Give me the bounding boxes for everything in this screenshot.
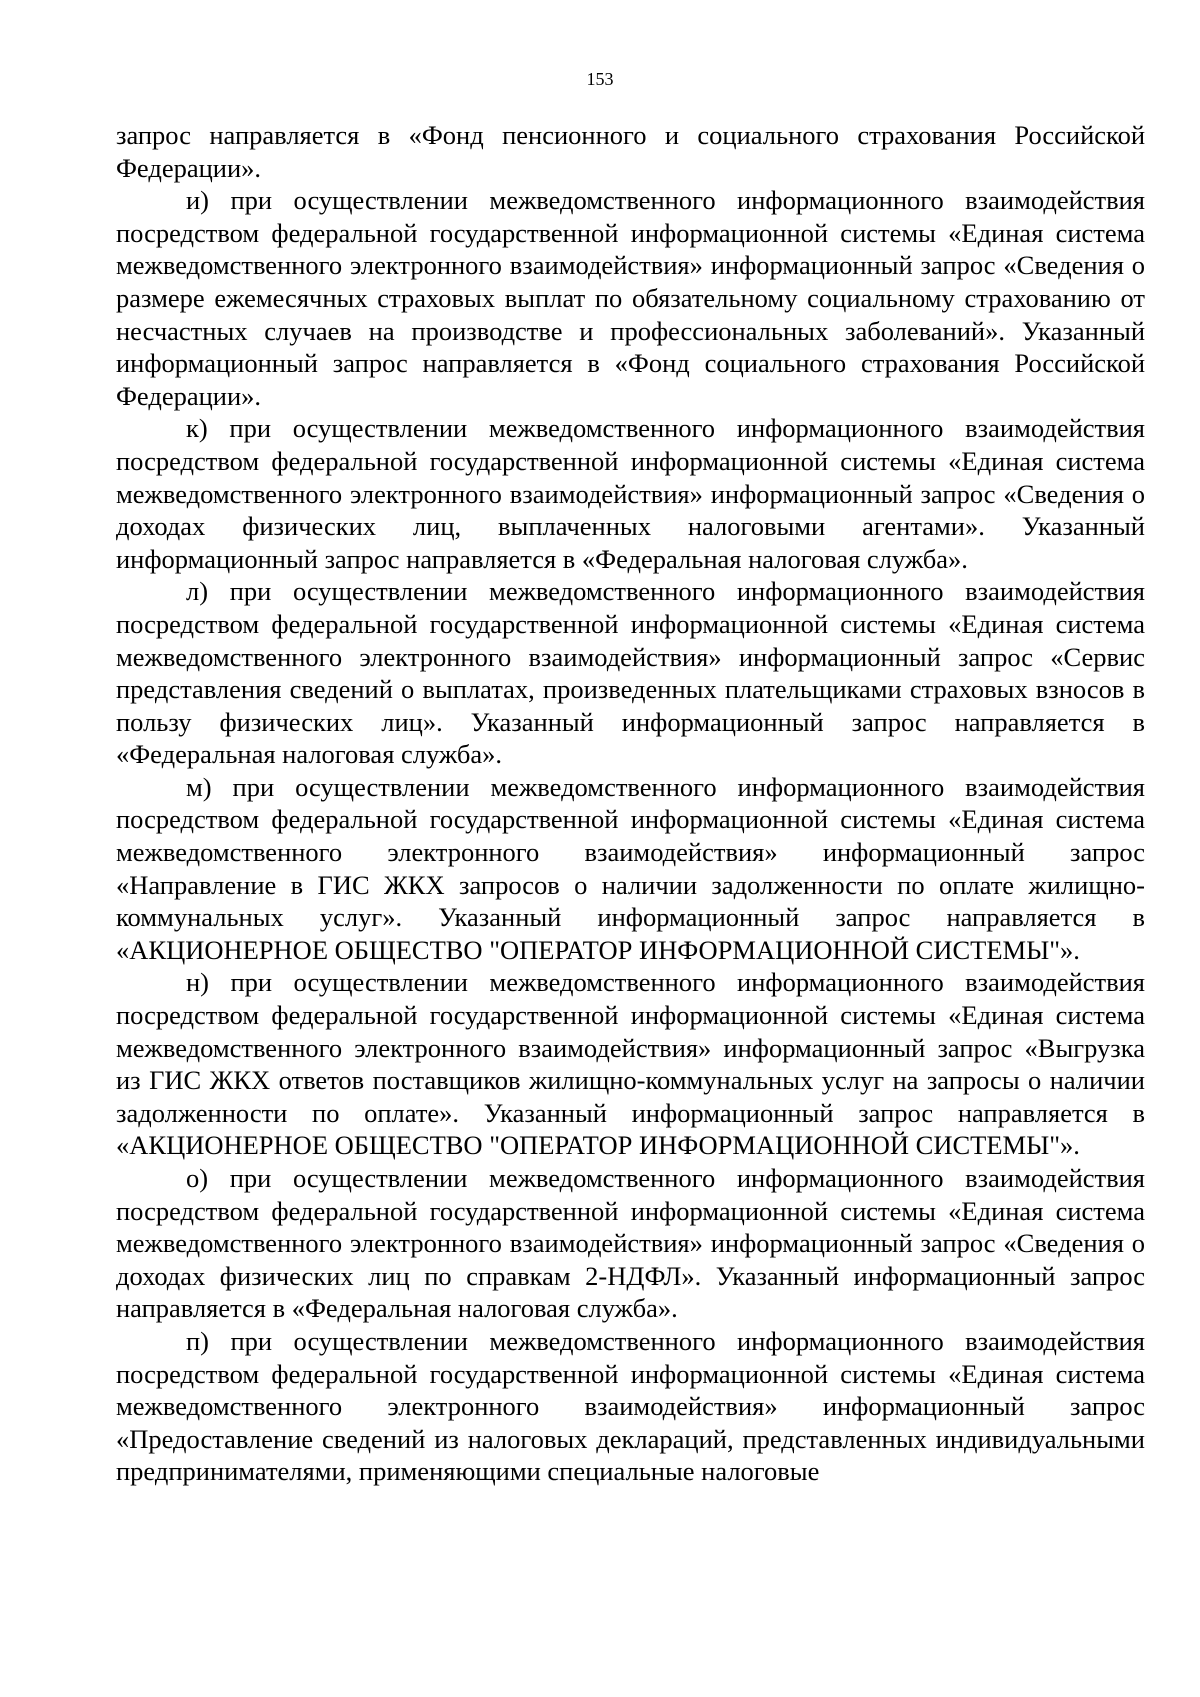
paragraph-item-l: л) при осуществлении межведомственного информационного взаимодействия посредством федеральной государственной информационной системы «Единая система межведомственного электронного взаимодействия» информационный запрос «Сервис представления сведений о выплатах, произведенных плательщиками страховых взносов в пользу физических лиц». Указанный информационный запрос направляется в «Федеральная налоговая служба». <box>116 576 1145 770</box>
paragraph-item-k: к) при осуществлении межведомственного информационного взаимодействия посредством федеральной государственной информационной системы «Единая система межведомственного электронного взаимодействия» информационный запрос «Сведения о доходах физических лиц, выплаченных налоговыми агентами». Указанный информационный запрос направляется в «Федеральная налоговая служба». <box>116 413 1145 574</box>
page-number: 153 <box>586 69 614 89</box>
document-body <box>116 119 1145 1488</box>
paragraph-item-n: н) при осуществлении межведомственного информационного взаимодействия посредством федеральной государственной информационной системы «Единая система межведомственного электронного взаимодействия» информационный запрос «Выгрузка из ГИС ЖКХ ответов поставщиков жилищно-коммунальных услуг на запросы о наличии задолженности по оплате». Указанный информационный запрос направляется в «АКЦИОНЕРНОЕ ОБЩЕСТВО "ОПЕРАТОР ИНФОРМАЦИОННОЙ СИСТЕМЫ"». <box>116 967 1145 1161</box>
paragraph-item-m: м) при осуществлении межведомственного информационного взаимодействия посредством федеральной государственной информационной системы «Единая система межведомственного электронного взаимодействия» информационный запрос «Направление в ГИС ЖКХ запросов о наличии задолженности по оплате жилищно-коммунальных услуг». Указанный информационный запрос направляется в «АКЦИОНЕРНОЕ ОБЩЕСТВО "ОПЕРАТОР ИНФОРМАЦИОННОЙ СИСТЕМЫ"». <box>116 771 1145 965</box>
paragraph-item-o: о) при осуществлении межведомственного информационного взаимодействия посредством федеральной государственной информационной системы «Единая система межведомственного электронного взаимодействия» информационный запрос «Сведения о доходах физических лиц по справкам 2-НДФЛ». Указанный информационный запрос направляется в «Федеральная налоговая служба». <box>116 1163 1145 1324</box>
paragraph-item-p: п) при осуществлении межведомственного информационного взаимодействия посредством федеральной государственной информационной системы «Единая система межведомственного электронного взаимодействия» информационный запрос «Предоставление сведений из налоговых деклараций, представленных индивидуальными предпринимателями, применяющими специальные налоговые <box>116 1325 1145 1487</box>
paragraph-item-i: и) при осуществлении межведомственного информационного взаимодействия посредством федеральной государственной информационной системы «Единая система межведомственного электронного взаимодействия» информационный запрос «Сведения о размере ежемесячных страховых выплат по обязательному социальному страхованию от несчастных случаев на производстве и профессиональных заболеваний». Указанный информационный запрос направляется в «Фонд социального страхования Российской Федерации». <box>116 185 1145 411</box>
paragraph-continuation: запрос направляется в «Фонд пенсионного и социального страхования Российской Федерации». <box>116 120 1145 183</box>
